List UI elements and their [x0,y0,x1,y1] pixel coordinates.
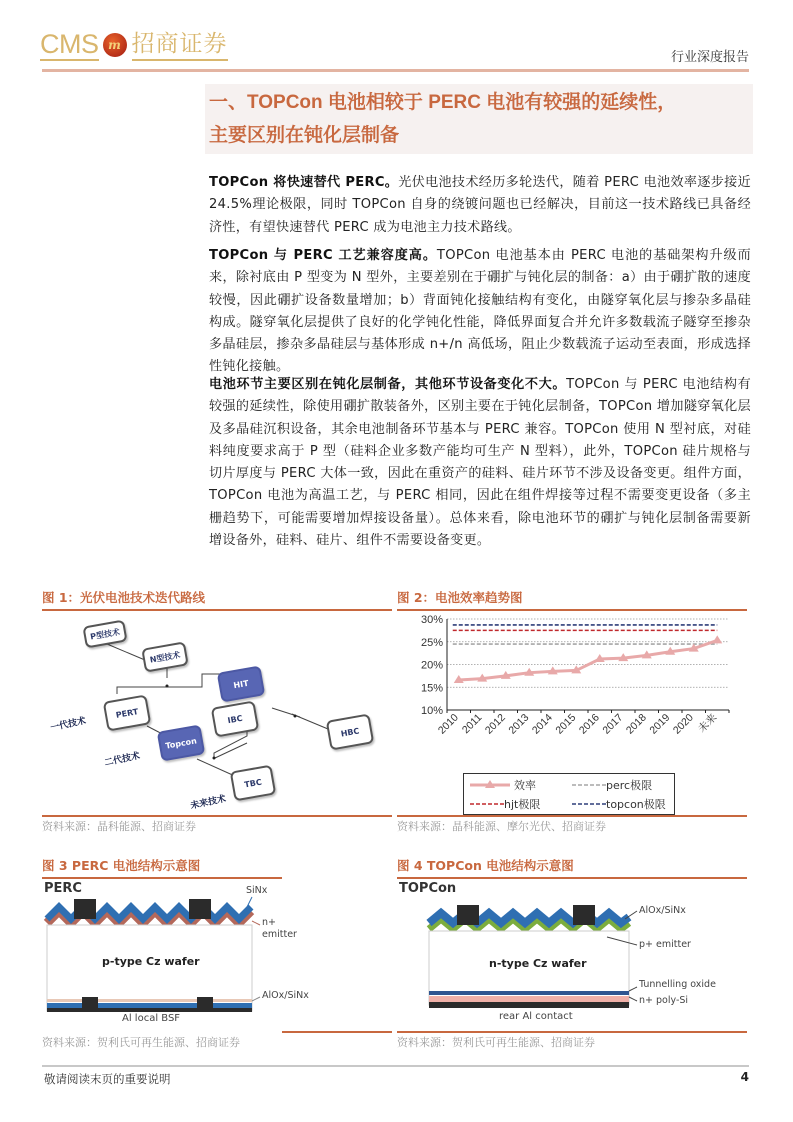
svg-text:未来: 未来 [696,711,720,735]
figure-2-source: 资料来源：晶科能源、摩尔光伏、招商证券 [397,820,606,833]
header-divider [42,69,749,72]
perc-label-n-plus: n+ [262,917,276,928]
node-n-type: N型技术 [141,641,188,672]
perc-label-sinx: SiNx [246,885,268,896]
svg-text:30%: 30% [420,614,443,626]
legend-efficiency-label: 效率 [514,779,536,792]
figure-4 [397,856,747,1049]
legend-hjt-label: hjt极限 [504,798,541,811]
paragraph-1-text: 光伏电池技术经历多轮迭代，随着 PERC 电池效率逐步接近 24.5%理论极限，同时 TOPCon 自身的绕镀问题也已经解决，目前这一技术路线已具备经济性，有望快速替代 PERC 成为电池主力技术路线。 [209,175,751,235]
perc-label-emitter: emitter [262,929,297,940]
topcon-label-poly: n+ poly-Si [639,995,689,1006]
footer-divider [42,1065,749,1067]
section-title-line2: 主要区别在钝化层制备 [209,125,400,146]
paragraph-1 [209,172,751,239]
node-hbc: HBC [326,713,375,750]
figure-1-title: 图 1：光伏电池技术迭代路线 [42,590,206,605]
efficiency-chart [397,611,747,811]
figure-1-bottom-rule [42,815,392,817]
paragraph-3-lead: 电池环节主要区别在钝化层制备，其他环节设备变化不大。 [209,377,567,392]
node-p-type: P型技术 [82,620,127,649]
figure-2-bottom-rule [397,815,747,817]
label-gen2: 二代技术 [103,751,141,769]
logo-cms-text: CMS [40,29,99,59]
svg-text:2020: 2020 [670,711,696,737]
topcon-wafer-label: n-type Cz wafer [489,957,587,970]
figure-2-title: 图 2：电池效率趋势图 [397,590,523,605]
legend-perc-swatch [572,780,606,790]
node-tbc: TBC [230,765,277,802]
legend-efficiency [470,777,536,793]
node-ibc: IBC [211,700,260,737]
figure-4-bottom-rule [397,1031,747,1033]
topcon-structure-diagram [397,879,747,1029]
svg-text:10%: 10% [420,705,443,717]
legend-perc-label: perc极限 [606,779,653,792]
node-hit: HIT [217,665,266,702]
perc-wafer-label: p-type Cz wafer [102,955,200,968]
figure-3-title: 图 3 PERC 电池结构示意图 [42,858,201,873]
svg-text:2010: 2010 [435,711,461,737]
label-gen1: 一代技术 [49,716,87,734]
page-number: 4 [740,1070,749,1084]
svg-text:20%: 20% [420,659,443,672]
svg-text:2017: 2017 [600,711,626,737]
svg-text:15%: 15% [420,682,443,695]
topcon-label-rear: rear Al contact [499,1011,573,1022]
figure-4-title: 图 4 TOPCon 电池结构示意图 [397,858,574,873]
tech-roadmap-diagram [42,611,392,812]
figure-1 [42,588,392,833]
footer-disclaimer: 敬请阅读末页的重要说明 [44,1072,171,1086]
svg-text:2016: 2016 [576,711,602,737]
legend-topcon-swatch [572,799,606,809]
perc-label-alox: AlOx/SiNx [262,990,309,1001]
svg-text:2014: 2014 [529,711,555,737]
topcon-label-emitter: p+ emitter [639,939,691,950]
paragraph-3-text: TOPCon 与 PERC 电池结构有较强的延续性，除使用硼扩散装备外，区别主要在于钝化层制备，TOPCon 增加隧穿氧化层及多晶硅沉积设备，其余电池制备环节基本与 PERC 兼容。TOPCon 使用 N 型衬底，对硅料纯度要求高于 P 型（硅料企业多数产能均可生产 N 型料），此外，TOPCon 硅片规格与切片厚度与 PERC 大体一致，因此在重资产的硅料、硅片环节不涉及设备变更。组件方面，TOPCon 电池为高温工艺，与 PERC 相同，因此在组件焊接等过程不需要变更设备（多主栅趋势下，可能需要增加焊接设备量）。总体来看，除电池环节的硼扩与钝化层制备需要新增设备外，硅料、硅片、组件不需要设备变更。 [209,377,751,549]
section-title-line1: 一、TOPCon 电池相较于 PERC 电池有较强的延续性， [209,92,677,113]
figure-4-source: 资料来源：贺利氏可再生能源、招商证券 [397,1036,595,1049]
report-type: 行业深度报告 [670,50,749,65]
label-future: 未来技术 [189,794,227,812]
figure-3 [42,856,392,1049]
legend-perc [572,777,652,793]
topcon-label-alox: AlOx/SiNx [639,905,686,916]
svg-text:2015: 2015 [553,711,579,737]
perc-heading: PERC [44,881,82,896]
figure-3-bottom-rule [282,1031,392,1033]
legend-hjt [470,796,540,812]
topcon-cell-layers [397,879,747,1029]
legend-efficiency-swatch [470,780,510,790]
svg-text:2018: 2018 [623,711,649,737]
paragraph-2 [209,245,751,379]
figure-2 [397,588,747,833]
perc-label-bsf: Al local BSF [122,1013,181,1024]
perc-cell-layers [42,879,392,1029]
svg-text:2011: 2011 [459,711,485,737]
paragraph-2-lead: TOPCon 与 PERC 工艺兼容度高。 [209,248,437,263]
svg-text:2012: 2012 [482,711,508,737]
figure-3-source: 资料来源：贺利氏可再生能源、招商证券 [42,1036,240,1049]
topcon-heading: TOPCon [399,881,457,896]
legend-topcon [572,796,666,812]
paragraph-1-lead: TOPCon 将快速替代 PERC。 [209,175,399,190]
figure-1-source: 资料来源：晶科能源、招商证券 [42,820,196,833]
logo-badge-icon: m [103,33,127,57]
legend-hjt-swatch [470,799,504,809]
logo-chinese-name: 招商证券 [132,29,228,61]
legend-topcon-label: topcon极限 [606,798,666,811]
node-pert: PERT [103,694,152,731]
paragraph-2-text: TOPCon 电池基本由 PERC 电池的基础架构升级而来，除衬底由 P 型变为 N 型外，主要差别在于硼扩与钝化层的制备：a）由于硼扩散的速度较慢，因此硼扩设备数量增加；b）背面钝化接触结构有变化，由隧穿氧化层与掺杂多晶硅构成。隧穿氧化层提供了良好的化学钝化性能，降低界面复合并允许多数载流子隧穿至掺杂多晶硅层，掺杂多晶硅层与基体形成 n+/n 高低场，阻止少数载流子运动至表面，形成选择性钝化接触。 [209,248,752,375]
node-topcon: Topcon [157,724,206,761]
svg-text:2019: 2019 [647,711,673,737]
perc-structure-diagram [42,879,392,1029]
svg-text:2013: 2013 [506,711,532,737]
section-heading [205,84,753,154]
svg-text:25%: 25% [420,636,443,649]
chart-legend [463,773,675,815]
paragraph-3 [209,374,751,552]
topcon-label-tunnel: Tunnelling oxide [639,979,716,990]
company-logo [40,28,228,62]
